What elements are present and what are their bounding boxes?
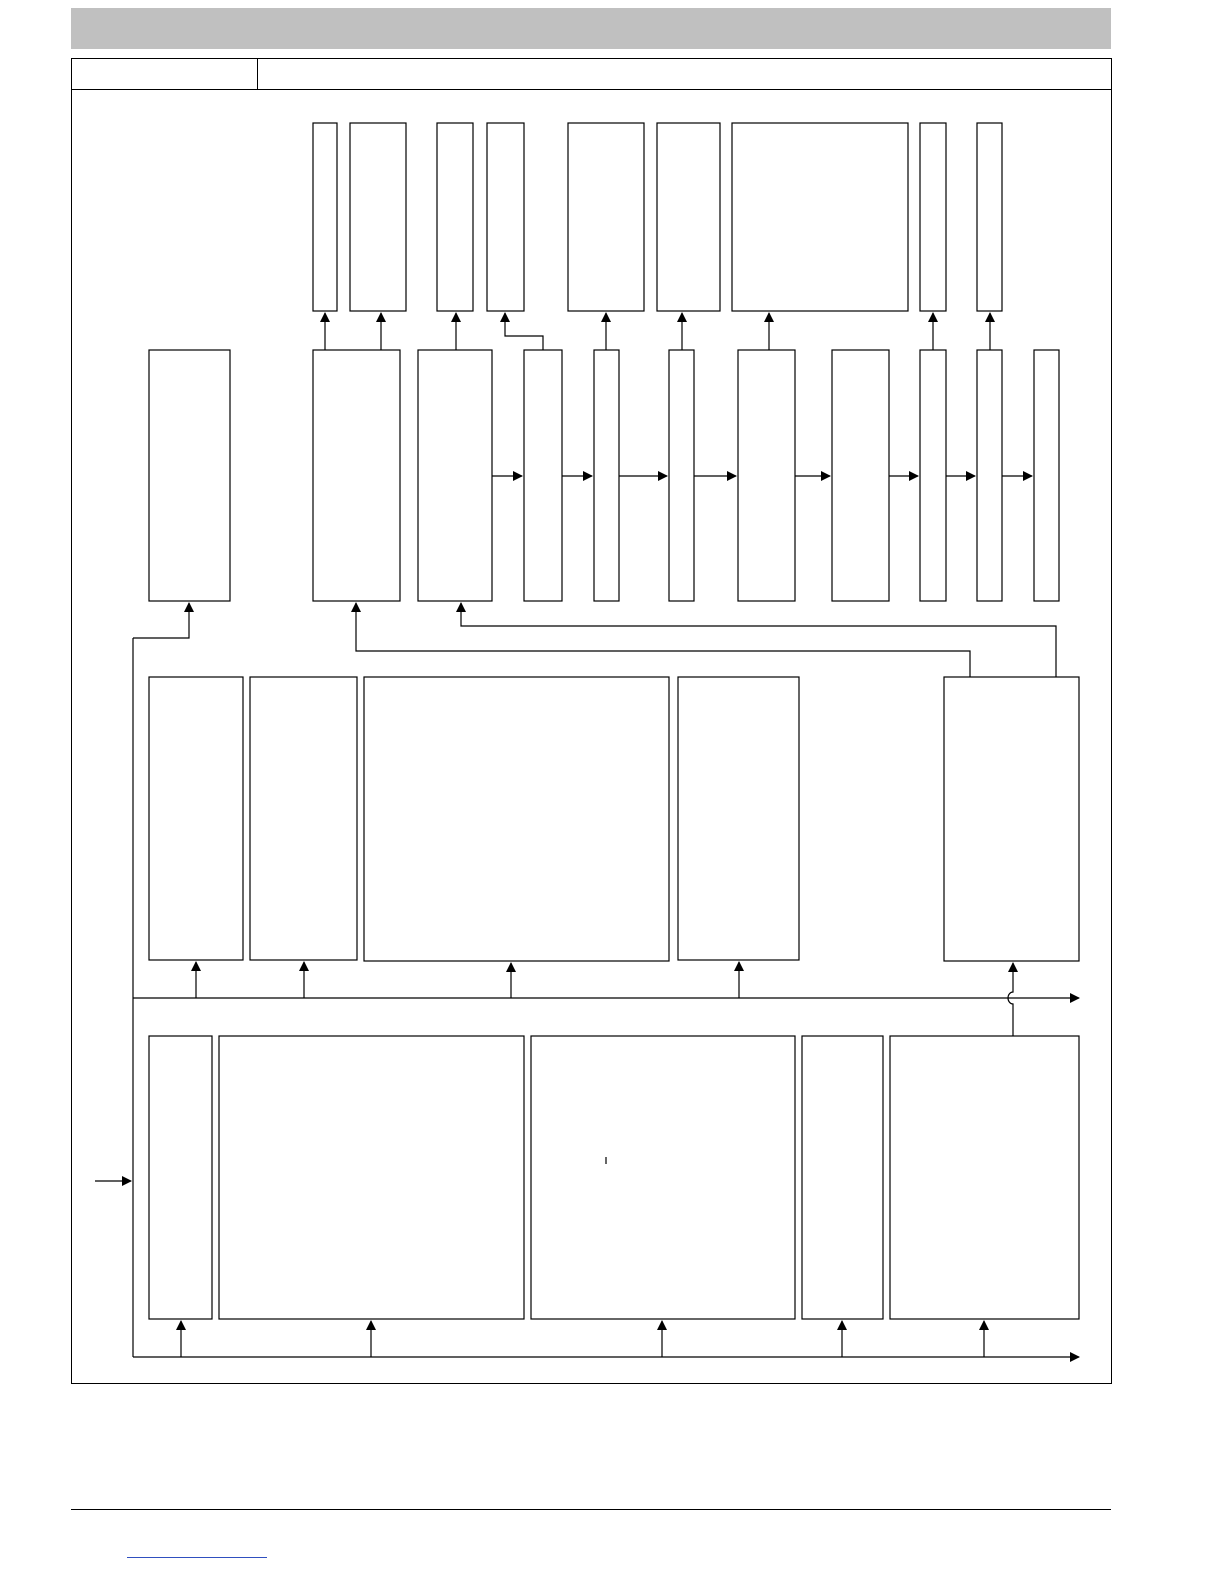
mid-block-9: [920, 350, 946, 601]
top-block-4: [487, 123, 524, 311]
lower-block-3: [364, 677, 669, 961]
mid-block-10: [977, 350, 1002, 601]
lower-block-5: [944, 677, 1079, 961]
feedback-to-m3: [461, 603, 1056, 677]
top-block-6: [657, 123, 720, 311]
mid-block-8: [832, 350, 889, 601]
mid-block-5: [594, 350, 619, 601]
left-bus-to-m1: [133, 603, 189, 638]
mid-block-6: [669, 350, 694, 601]
top-block-5: [568, 123, 644, 311]
top-block-7: [732, 123, 908, 311]
wire-m4-t4: [505, 313, 543, 350]
mid-block-2: [313, 350, 400, 601]
top-block-2: [350, 123, 406, 311]
footer-rule: [71, 1509, 1111, 1510]
mid-block-7: [738, 350, 795, 601]
mid-block-11: [1034, 350, 1059, 601]
bottom-block-5: [890, 1036, 1079, 1319]
top-block-1: [313, 123, 337, 311]
lower-block-4: [678, 677, 799, 960]
lower-block-2: [250, 677, 357, 960]
bottom-block-4: [802, 1036, 883, 1319]
bottom-block-3: [531, 1036, 795, 1319]
wire-b5-l5-hop: [1008, 963, 1013, 1036]
mid-block-4: [524, 350, 562, 601]
top-block-8: [920, 123, 946, 311]
lower-block-1: [149, 677, 243, 960]
feedback-to-m2: [356, 603, 970, 677]
bottom-block-2: [219, 1036, 524, 1319]
bottom-block-1: [149, 1036, 212, 1319]
footer-link-underline[interactable]: [127, 1557, 267, 1558]
top-block-3: [437, 123, 473, 311]
top-block-9: [977, 123, 1002, 311]
mid-block-3: [418, 350, 492, 601]
mid-block-1: [149, 350, 230, 601]
